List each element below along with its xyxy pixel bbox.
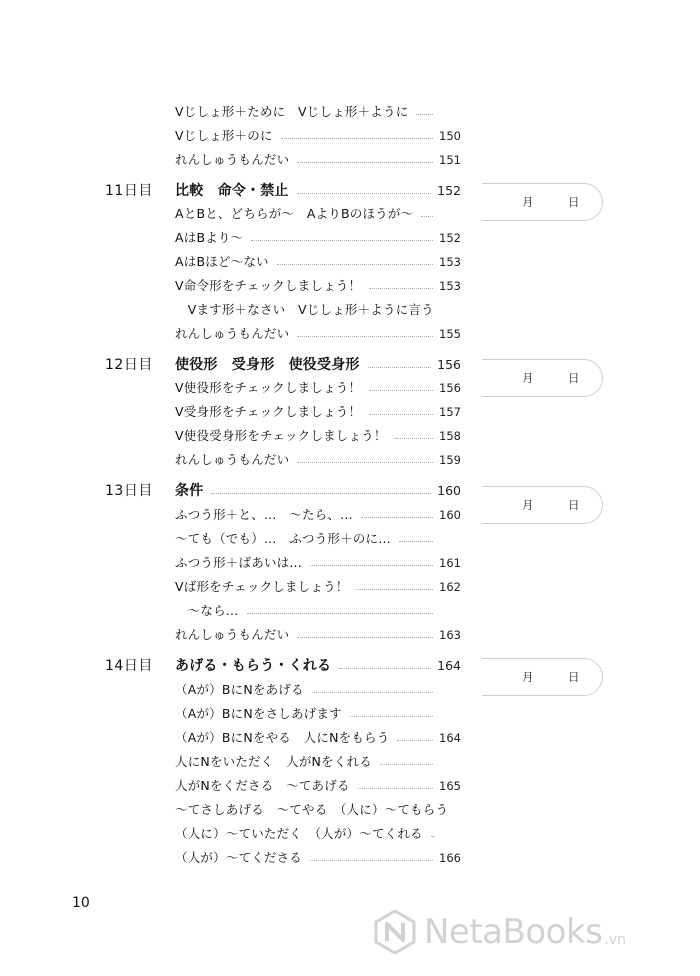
day-field-label: 日 (568, 670, 580, 684)
entry-title: （人が）〜てくださる (175, 850, 303, 865)
leader-dots (277, 264, 433, 265)
date-badge (482, 183, 603, 221)
entry-title: 〜ても（でも）… ふつう形＋のに… (175, 531, 391, 546)
leader-dots (297, 162, 433, 163)
entry-title: 人にNをいただく 人がNをくれる (175, 754, 372, 769)
chapter-heading (175, 355, 461, 375)
entry-page: 164 (439, 731, 461, 745)
entry-title: Vば形をチェックしましょう！ (175, 579, 349, 594)
chapter-title: 比較 命令・禁止 (175, 183, 289, 199)
entry-page: 150 (439, 129, 461, 143)
toc-entry (175, 300, 461, 320)
leader-dots (361, 517, 433, 518)
leader-dots (251, 240, 433, 241)
entry-page: 161 (439, 556, 461, 570)
leader-dots (281, 138, 433, 139)
leader-dots (369, 414, 433, 415)
entry-title: れんしゅうもんだい (175, 627, 290, 642)
leader-dots (310, 565, 433, 566)
month-label: 月 (522, 371, 534, 385)
leader-dots (211, 493, 431, 494)
leader-dots (369, 288, 433, 289)
day-field-label: 日 (568, 498, 580, 512)
day-label: 12日目 (105, 357, 153, 373)
page-number: 10 (72, 895, 90, 911)
entry-page: 153 (439, 255, 461, 269)
entry-page: 156 (439, 381, 461, 395)
entry-title: AはBより〜 (175, 230, 244, 245)
toc-entry (175, 824, 461, 844)
entry-page: 157 (439, 405, 461, 419)
entry-title: （Aが）BにNをさしあげます (175, 706, 342, 721)
leader-dots (247, 613, 433, 614)
entry-title: れんしゅうもんだい (175, 152, 290, 167)
month-label: 月 (522, 498, 534, 512)
leader-dots (297, 462, 433, 463)
entry-title: れんしゅうもんだい (175, 452, 290, 467)
leader-dots (380, 764, 433, 765)
toc-entry (175, 102, 461, 122)
leader-dots (356, 589, 433, 590)
entry-page: 151 (439, 153, 461, 167)
chapter-page: 152 (437, 183, 461, 198)
entry-title: （Aが）BにNをあげる (175, 682, 304, 697)
toc-entry (175, 126, 461, 146)
entry-page: 163 (439, 628, 461, 642)
leader-dots (339, 668, 431, 669)
toc-entry (175, 529, 461, 549)
date-badge (482, 658, 603, 696)
leader-dots (358, 788, 433, 789)
toc-entry (175, 402, 461, 422)
chapter-title: あげる・もらう・くれる (175, 658, 332, 674)
toc-entry (175, 505, 461, 525)
chapter-page: 164 (437, 658, 461, 673)
toc-entry (175, 625, 461, 645)
month-label: 月 (522, 670, 534, 684)
leader-dots (297, 637, 433, 638)
toc-entry (175, 776, 461, 796)
day-field-label: 日 (568, 371, 580, 385)
entry-page: 158 (439, 429, 461, 443)
watermark-tld: .vn (604, 932, 626, 948)
toc-entry (175, 378, 461, 398)
toc-entry (175, 150, 461, 170)
entry-title: Vじしょ形＋ために Vじしょ形＋ように (175, 104, 409, 119)
leader-dots (312, 692, 433, 693)
toc-entry (175, 450, 461, 470)
entry-title: V命令形をチェックしましょう！ (175, 278, 362, 293)
entry-title: ふつう形＋ばあいは… (175, 555, 303, 570)
toc-entry (175, 553, 461, 573)
chapter-heading (175, 181, 461, 201)
toc-entry (175, 800, 461, 820)
entry-title: AはBほど〜ない (175, 254, 269, 269)
entry-title: AとBと、どちらが〜 AよりBのほうが〜 (175, 206, 414, 221)
entry-page: 160 (439, 508, 461, 522)
leader-dots (431, 836, 433, 837)
entry-title: 人がNをくださる 〜てあげる (175, 778, 350, 793)
leader-dots (421, 216, 433, 217)
chapter-title: 使役形 受身形 使役受身形 (175, 357, 360, 373)
leader-dots (397, 740, 433, 741)
chapter-heading (175, 656, 461, 676)
day-field-label: 日 (568, 195, 580, 209)
leader-dots (297, 336, 433, 337)
entry-title: ふつう形＋と、… 〜たら、… (175, 507, 353, 522)
leader-dots (297, 193, 432, 194)
toc-entry (175, 601, 461, 621)
toc-entry (175, 728, 461, 748)
leader-dots (350, 716, 433, 717)
leader-dots (399, 541, 433, 542)
toc-entry (175, 276, 461, 296)
entry-title: 〜てさしあげる 〜てやる （人に）〜てもらう (175, 802, 449, 817)
toc-entry (175, 324, 461, 344)
entry-page: 152 (439, 231, 461, 245)
entry-page: 159 (439, 453, 461, 467)
toc-entry (175, 577, 461, 597)
toc-entry (175, 204, 461, 224)
day-label: 14日目 (105, 658, 153, 674)
toc-entry (175, 848, 461, 868)
entry-page: 162 (439, 580, 461, 594)
netabooks-logo-icon (372, 909, 418, 955)
chapter-page: 160 (437, 483, 461, 498)
chapter-heading (175, 481, 461, 501)
toc-entry (175, 426, 461, 446)
entry-title: 〜なら… (175, 603, 239, 618)
entry-title: （Aが）BにNをやる 人にNをもらう (175, 730, 390, 745)
leader-dots (369, 390, 433, 391)
toc-entry (175, 228, 461, 248)
toc-entry (175, 752, 461, 772)
toc-entry (175, 704, 461, 724)
toc-entry (175, 252, 461, 272)
date-badge (482, 486, 603, 524)
leader-dots (395, 438, 433, 439)
entry-page: 153 (439, 279, 461, 293)
toc-entry (175, 680, 461, 700)
entry-title: V使役形をチェックしましょう！ (175, 380, 362, 395)
leader-dots (416, 114, 433, 115)
entry-title: Vじしょ形＋のに (175, 128, 273, 143)
watermark (372, 910, 692, 954)
entry-title: （人に）〜ていただく （人が）〜てくれる (175, 826, 423, 841)
leader-dots (368, 367, 432, 368)
entry-page: 165 (439, 779, 461, 793)
date-badge (482, 359, 603, 397)
entry-title: V使役受身形をチェックしましょう！ (175, 428, 387, 443)
chapter-title: 条件 (175, 483, 204, 499)
day-label: 11日目 (105, 183, 153, 199)
watermark-brand: NetaBooks (424, 912, 603, 952)
day-label: 13日目 (105, 483, 153, 499)
leader-dots (310, 860, 433, 861)
entry-page: 155 (439, 327, 461, 341)
month-label: 月 (522, 195, 534, 209)
chapter-page: 156 (437, 357, 461, 372)
entry-title: Vます形＋なさい Vじしょ形＋ように言う (175, 302, 434, 317)
entry-page: 166 (439, 851, 461, 865)
entry-title: れんしゅうもんだい (175, 326, 290, 341)
entry-title: V受身形をチェックしましょう！ (175, 404, 362, 419)
